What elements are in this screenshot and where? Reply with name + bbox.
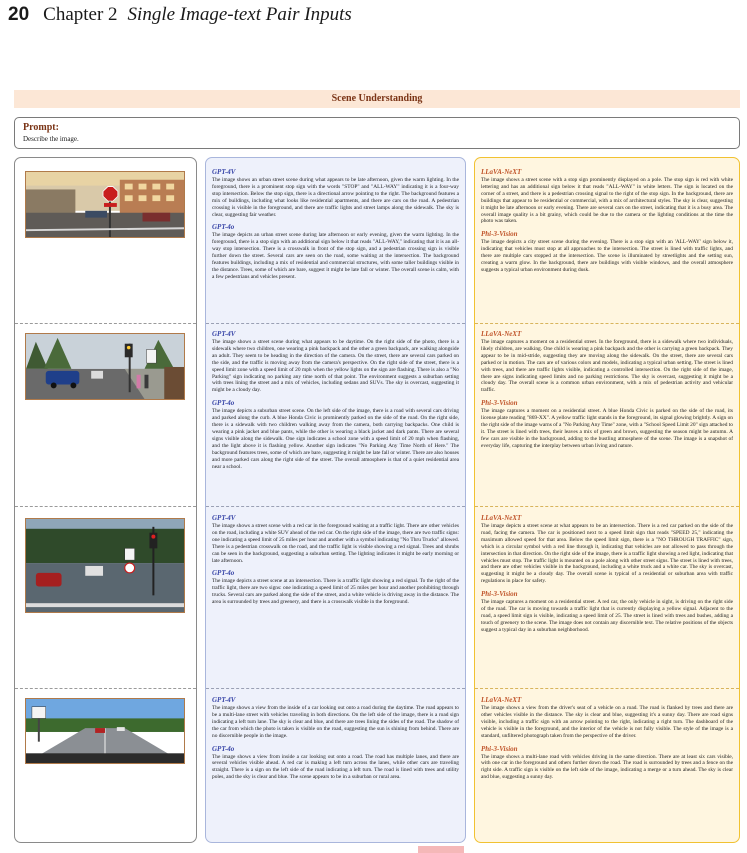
row-divider xyxy=(15,506,196,507)
model-name-llava: LLaVA-NeXT xyxy=(481,696,522,704)
answer-llava: The image captures a moment on a residential street. In the foreground, there is a sidewalk where two individuals, likely children, are walking. One child is wearing a pink backpack and the other is carrying a green backpack. They appear to be in mid-stride, suggesting they are moving along the sidewalk. On the street, there are several cars parked or in motion. The cars are of various colors and models, indicating a typical urban setting. The street is lined with trees, and there are traffic lights visible, indicating a controlled intersection. On the right side of the image, there are signs indicating speed limits and no parking restrictions. The sky is overcast, suggesting it might be a cloudy day. The overall scene is a common urban environment, with a mix of pedestrian activity and vehicular traffic. xyxy=(481,339,733,394)
row-divider xyxy=(206,323,465,324)
prompt-label: Prompt: xyxy=(23,122,59,133)
answer-phi3: The image captures a moment on a residential street. A red car, the only vehicle in sight, is driving on the right side of the road. The car is moving towards a traffic light that is currently displaying a yellow signal. Adjacent to the road, a speed limit sign is visible, indicating a speed limit of 25. The street is lined with trees and bushes, adding a touch of greenery to the scene. The image does not contain any discernible text. The relative positions of the objects suggest a typical day in a suburban neighborhood. xyxy=(481,599,733,633)
gpt-column xyxy=(205,157,466,843)
gpt-cell-row4 xyxy=(212,694,459,781)
model-name-gpt4o: GPT-4o xyxy=(212,399,235,408)
row-divider xyxy=(206,688,465,689)
prompt-text: Describe the image. xyxy=(23,135,79,143)
model-name-llava: LLaVA-NeXT xyxy=(481,514,522,522)
answer-phi3: The image shows a multi-lane road with vehicles driving in the same direction. There are at least six cars visible, with one car in the foreground and others further down the road. The road is surrounded by trees and a fence on the right side. A traffic sign is visible on the left side of the image, indicating a merge or a turn ahead. The sky is clear and blue, suggesting a sunny day. xyxy=(481,753,733,781)
llava-cell-row2 xyxy=(481,328,733,450)
model-name-phi3: Phi-3-Vision xyxy=(481,744,518,753)
answer-phi3: The image depicts a city street scene during the evening. There is a stop sign with an 'ALL-WAY' sign below it, indicating that vehicles must stop at all approaches to the intersection. The street is lined with traffic lights, and there are multiple cars stopped at the intersection. The scene is illuminated by streetlights and the setting sun, creating a warm glow. In the background, there are buildings with visible windows, and the overall atmosphere suggests a typical urban environment during dusk. xyxy=(481,239,733,273)
model-name-gpt4o: GPT-4o xyxy=(212,744,235,753)
section-banner xyxy=(14,90,740,108)
scene-image-stop-sign xyxy=(25,171,185,238)
answer-phi3: The image captures a moment on a residential street. A blue Honda Civic is parked on the side of the road, its license plate reading "869-XX". A yellow traffic light stands in the foreground, its signal glowing brightly. A sign on the right side of the image warns of a "No Parking Any Time" zone, with a "School Speed Limit 20" sign attached to it. The street is lined with trees, their leaves a mix of green and brown, suggesting the season might be autumn. A few cars are visible in the background, adding to the bustling atmosphere of the scene. The image is a snapshot of everyday life, capturing the interplay between urban living and nature. xyxy=(481,408,733,449)
answer-gpt4o: The image depicts a suburban street scene. On the left side of the image, there is a road with several cars driving and parked along the curb. A blue Honda Civic is prominently parked on the side of the road. On the right side, there is a sidewalk with two children walking away from the camera, both carrying backpacks. One child is wearing a pink jacket and blue pants, while the other is wearing a black jacket and dark pants. There are several signs visible along the sidewalk. One sign indicates a school zone with a speed limit of 20 mph when flashing, and the light above it is flashing yellow. Another sign indicates "No Parking Any Time North of Here." The background features trees, some of which are bare, suggesting it might be late fall or winter. There are also houses and more parked cars along the right side of the street. The overall atmosphere is that of a quiet residential area near a school. xyxy=(212,408,459,470)
answer-gpt4o: The image depicts a street scene at an intersection. There is a traffic light showing a red signal. To the right of the traffic light, there are two signs: one indicating a speed limit of 25 miles per hour and another prohibiting through trucks. Several cars are parked along the side of the street, and a white vehicle is driving away in the distance. The area is surrounded by trees and greenery, and there is a crosswalk visible in the foreground. xyxy=(212,578,459,606)
answer-gpt4o: The image depicts an urban street scene during late afternoon or early evening, given the warm lighting. In the foreground, there is a stop sign with an additional sign below it that reads "ALL-WAY," indicating that it is an all-way stop intersection. There is a crosswalk in front of the stop sign, and a pedestrian crossing sign is visible further down the street. Several cars are seen on the road, some waiting at the intersection. The background features buildings, including a mix of residential and commercial structures, with some taller buildings visible in the distance. Trees, some of which are bare, suggest it might be late fall or winter. The overall scene is calm, with a few pedestrians and vehicles present. xyxy=(212,232,459,280)
row-divider xyxy=(475,323,739,324)
prompt-box xyxy=(14,117,740,149)
row-divider xyxy=(206,506,465,507)
model-name-gpt4v: GPT-4V xyxy=(212,696,236,704)
running-head xyxy=(8,4,352,26)
answer-gpt4v: The image shows a street scene with a red car in the foreground waiting at a traffic light. There are other vehicles on the road, including a white SUV ahead of the red car. On the right side of the image, there are two traffic signs: one indicating a speed limit of 25 miles per hour and another with a symbol indicating "No Thru Trucks" allowed. There is a pedestrian crosswalk on the road, and the traffic light is visible showing a red signal. Trees and shrubs can be seen in the background, suggesting a suburban setting. The lighting indicates it might be early morning or late afternoon. xyxy=(212,523,459,564)
gpt-cell-row2 xyxy=(212,328,459,470)
answer-llava: The image depicts a street scene at what appears to be an intersection. There is a red car parked on the side of the road, facing the camera. The car is positioned next to a speed limit sign that reads "SPEED 25," indicating the maximum allowed speed for that area. Below the speed limit sign, there is a "NO THROUGH TRAFFIC" sign, which is a circular symbol with a red line through it, indicating that vehicles are not allowed to pass through the intersection in that direction. On the right side of the image, there is a traffic light showing a red light, indicating that vehicles must stop. The traffic light is mounted on a pole along with other street signs. The street is lined with trees, and there are other vehicles visible in the background, including a white truck and a white car. The sky is overcast, suggesting it might be a cloudy day. The overall scene is typical of a residential or suburban area with traffic regulations in place for safety. xyxy=(481,523,733,585)
model-name-gpt4v: GPT-4V xyxy=(212,330,236,338)
chapter-title: Single Image-text Pair Inputs xyxy=(127,4,352,25)
model-name-phi3: Phi-3-Vision xyxy=(481,230,518,239)
page-tab-marker xyxy=(418,846,464,853)
model-name-gpt4v: GPT-4V xyxy=(212,514,236,522)
model-name-llava: LLaVA-NeXT xyxy=(481,330,522,338)
model-name-gpt4o: GPT-4o xyxy=(212,223,235,232)
model-name-gpt4o: GPT-4o xyxy=(212,569,235,578)
llava-cell-row3 xyxy=(481,512,733,634)
row-divider xyxy=(475,506,739,507)
model-name-phi3: Phi-3-Vision xyxy=(481,590,518,599)
page-number: 20 xyxy=(8,4,30,25)
scene-image-school-zone xyxy=(25,333,185,400)
llava-cell-row4 xyxy=(481,694,733,781)
answer-gpt4v: The image shows an urban street scene during what appears to be late afternoon, given the warm lighting. In the foreground, there is a prominent stop sign with the words "STOP" and "ALL-WAY" indicating it is a four-way stop intersection. Below the stop sign, there is a directional arrow pointing to the right. The background features a mix of buildings, including what looks like residential apartments, and there are cars on the road. A pedestrian crossing is visible in the foreground, and there are traffic lights and street lamps along the sidewalk. The sky is clear, suggesting fair weather. xyxy=(212,177,459,218)
llava-phi-column xyxy=(474,157,740,843)
row-divider xyxy=(15,323,196,324)
scene-image-road-view xyxy=(25,698,185,764)
answer-gpt4v: The image shows a view from the inside of a car looking out onto a road during the daytime. The road appears to be a multi-lane street with vehicles traveling in both directions. On the left side of the image, there is a road sign indicating a left turn lane. The sky is clear and blue, and there are trees lining the sides of the road. The shadow of the car from which the photo is taken is visible on the road, suggesting the sun is shining from behind. There are no discernible people in the image. xyxy=(212,705,459,739)
scene-image-intersection xyxy=(25,518,185,613)
model-name-gpt4v: GPT-4V xyxy=(212,168,236,176)
model-name-llava: LLaVA-NeXT xyxy=(481,168,522,176)
gpt-cell-row3 xyxy=(212,512,459,606)
model-name-phi3: Phi-3-Vision xyxy=(481,399,518,408)
section-title: Scene Understanding xyxy=(331,93,423,104)
answer-llava: The image shows a view from the driver's seat of a vehicle on a road. The road is flanked by trees and there are other vehicles visible in the distance. The sky is clear and blue, suggesting it's a sunny day. There are road signs visible, including a traffic sign with an arrow pointing to the right, indicating a right turn. The dashboard of the vehicle is visible in the foreground, and the interior of the vehicle is not fully visible. The style of the image is a standard, unfiltered photograph taken from the perspective of the driver. xyxy=(481,705,733,739)
answer-llava: The image shows a street scene with a stop sign prominently displayed on a pole. The stop sign is red with white lettering and has an additional sign below it that reads "ALL-WAY" in white letters. The sign is located on the corner of a street, and there is a pedestrian crossing signal to the right of the stop sign. In the background, there are buildings that appear to be residential or commercial, with a mix of architectural styles. The sky is clear, suggesting it might be late afternoon or early evening. There are several cars on the street, indicating that it is a busy area. The overall image quality is a bit grainy, which could be due to the camera or the lighting conditions at the time the photo was taken. xyxy=(481,177,733,225)
gpt-cell-row1 xyxy=(212,166,459,281)
answer-gpt4o: The image shows a view from inside a car looking out onto a road. The road has multiple lanes, and there are several vehicles visible ahead. A red car is making a left turn across the lanes, while other cars are traveling straight. There is a sign on the left side of the road indicating a left turn. The road is lined with trees and utility poles, and the sky is clear and blue. The scene appears to be in a suburban or rural area. xyxy=(212,753,459,781)
image-column xyxy=(14,157,197,843)
chapter-label: Chapter 2 xyxy=(43,4,118,25)
row-divider xyxy=(475,688,739,689)
row-divider xyxy=(15,688,196,689)
llava-cell-row1 xyxy=(481,166,733,274)
answer-gpt4v: The image shows a street scene during what appears to be daytime. On the right side of the photo, there is a sidewalk where two children, one wearing a pink backpack and the other a green backpack, are walking alongside an adult. They seem to be heading in the direction of the camera. On the street, there are several cars parked on the side, and the traffic is moving away from the camera's perspective. On the right side of the street, there is a speed limit zone with a speed limit of 20 mph when the yellow lights on the sign are flashing. There is also a "No Parking" sign indicating no parking any time north of that point. The environment suggests a suburban setting with trees lining the street and a mix of vehicles, including sedans and SUVs. The sky is overcast, suggesting it might be a cloudy day. xyxy=(212,339,459,394)
